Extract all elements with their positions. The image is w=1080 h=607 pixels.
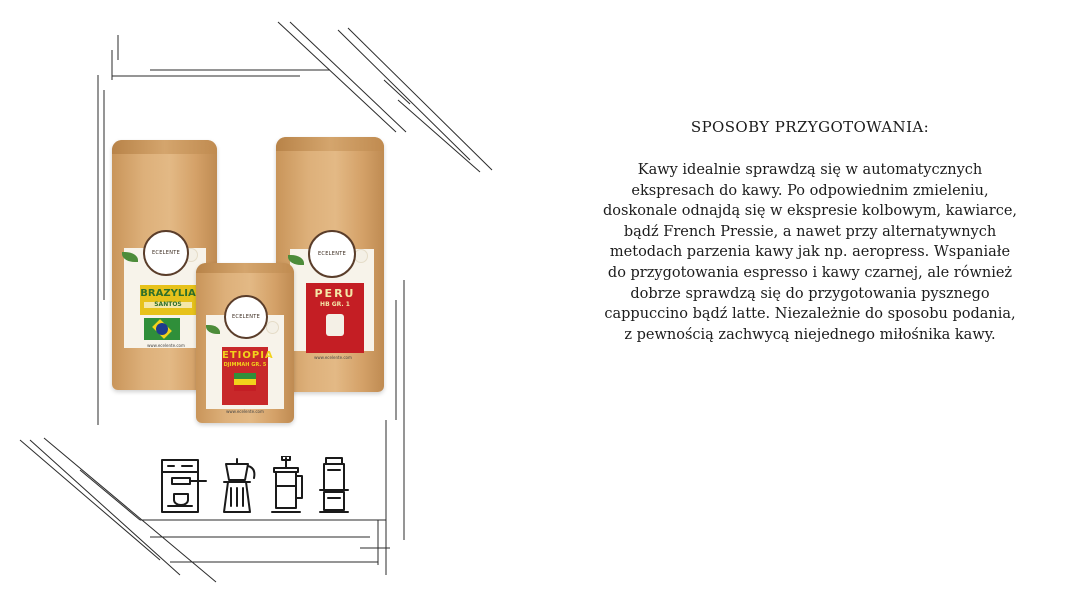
moka-pot-icon	[224, 459, 254, 512]
coffee-bag-etiopia	[196, 263, 294, 423]
origin-subname: DJIMMAH GR. 5	[223, 362, 267, 368]
french-press-icon	[272, 456, 302, 512]
origin-subname: SANTOS	[144, 302, 192, 308]
brand-logo	[308, 230, 356, 278]
site-url: www.ecelente.com	[226, 409, 264, 414]
origin-band	[140, 285, 196, 315]
brazil-flag	[144, 318, 180, 340]
brand-logo	[224, 295, 268, 339]
aeropress-icon	[320, 458, 348, 512]
brew-methods-icons	[158, 456, 368, 516]
brand-logo	[143, 230, 189, 276]
origin-name: BRAZYLIA	[140, 288, 196, 299]
peru-crest	[326, 314, 344, 336]
preparation-methods-section	[600, 118, 1020, 345]
espresso-machine-icon	[162, 460, 206, 512]
origin-band	[222, 347, 274, 405]
origin-name: PERU	[314, 287, 356, 300]
section-paragraph: Kawy idealnie sprawdzą się w automatycznych ekspresach do kawy. Po odpowiednim zmieleniu, doskonale odnajdą się w ekspresie kolbowym, kawiarce, bądź French Pressie, a nawet przy alternatywnych metodach parzenia kawy jak np. aeropress. Wspaniałe do przygotowania espresso i kawy czarnej, ale również dobrze sprawdzą się do przygotowania pysznego cappuccino bądź latte. Niezależnie do sposobu podania, z pewnością zachwycą niejednego miłośnika kawy.	[602, 162, 1018, 343]
brand-name: ECELENTE	[151, 250, 181, 256]
site-url: www.ecelente.com	[314, 355, 352, 360]
origin-subname: HB GR. 1	[320, 301, 350, 308]
origin-name: ETIOPIA	[222, 350, 274, 361]
origin-band	[306, 283, 364, 353]
brand-name: ECELENTE	[231, 314, 261, 320]
brand-name: ECELENTE	[317, 251, 347, 257]
site-url: www.ecelente.com	[147, 343, 185, 348]
ethiopia-flag	[234, 373, 256, 391]
section-heading: SPOSOBY PRZYGOTOWANIA:	[690, 118, 930, 136]
